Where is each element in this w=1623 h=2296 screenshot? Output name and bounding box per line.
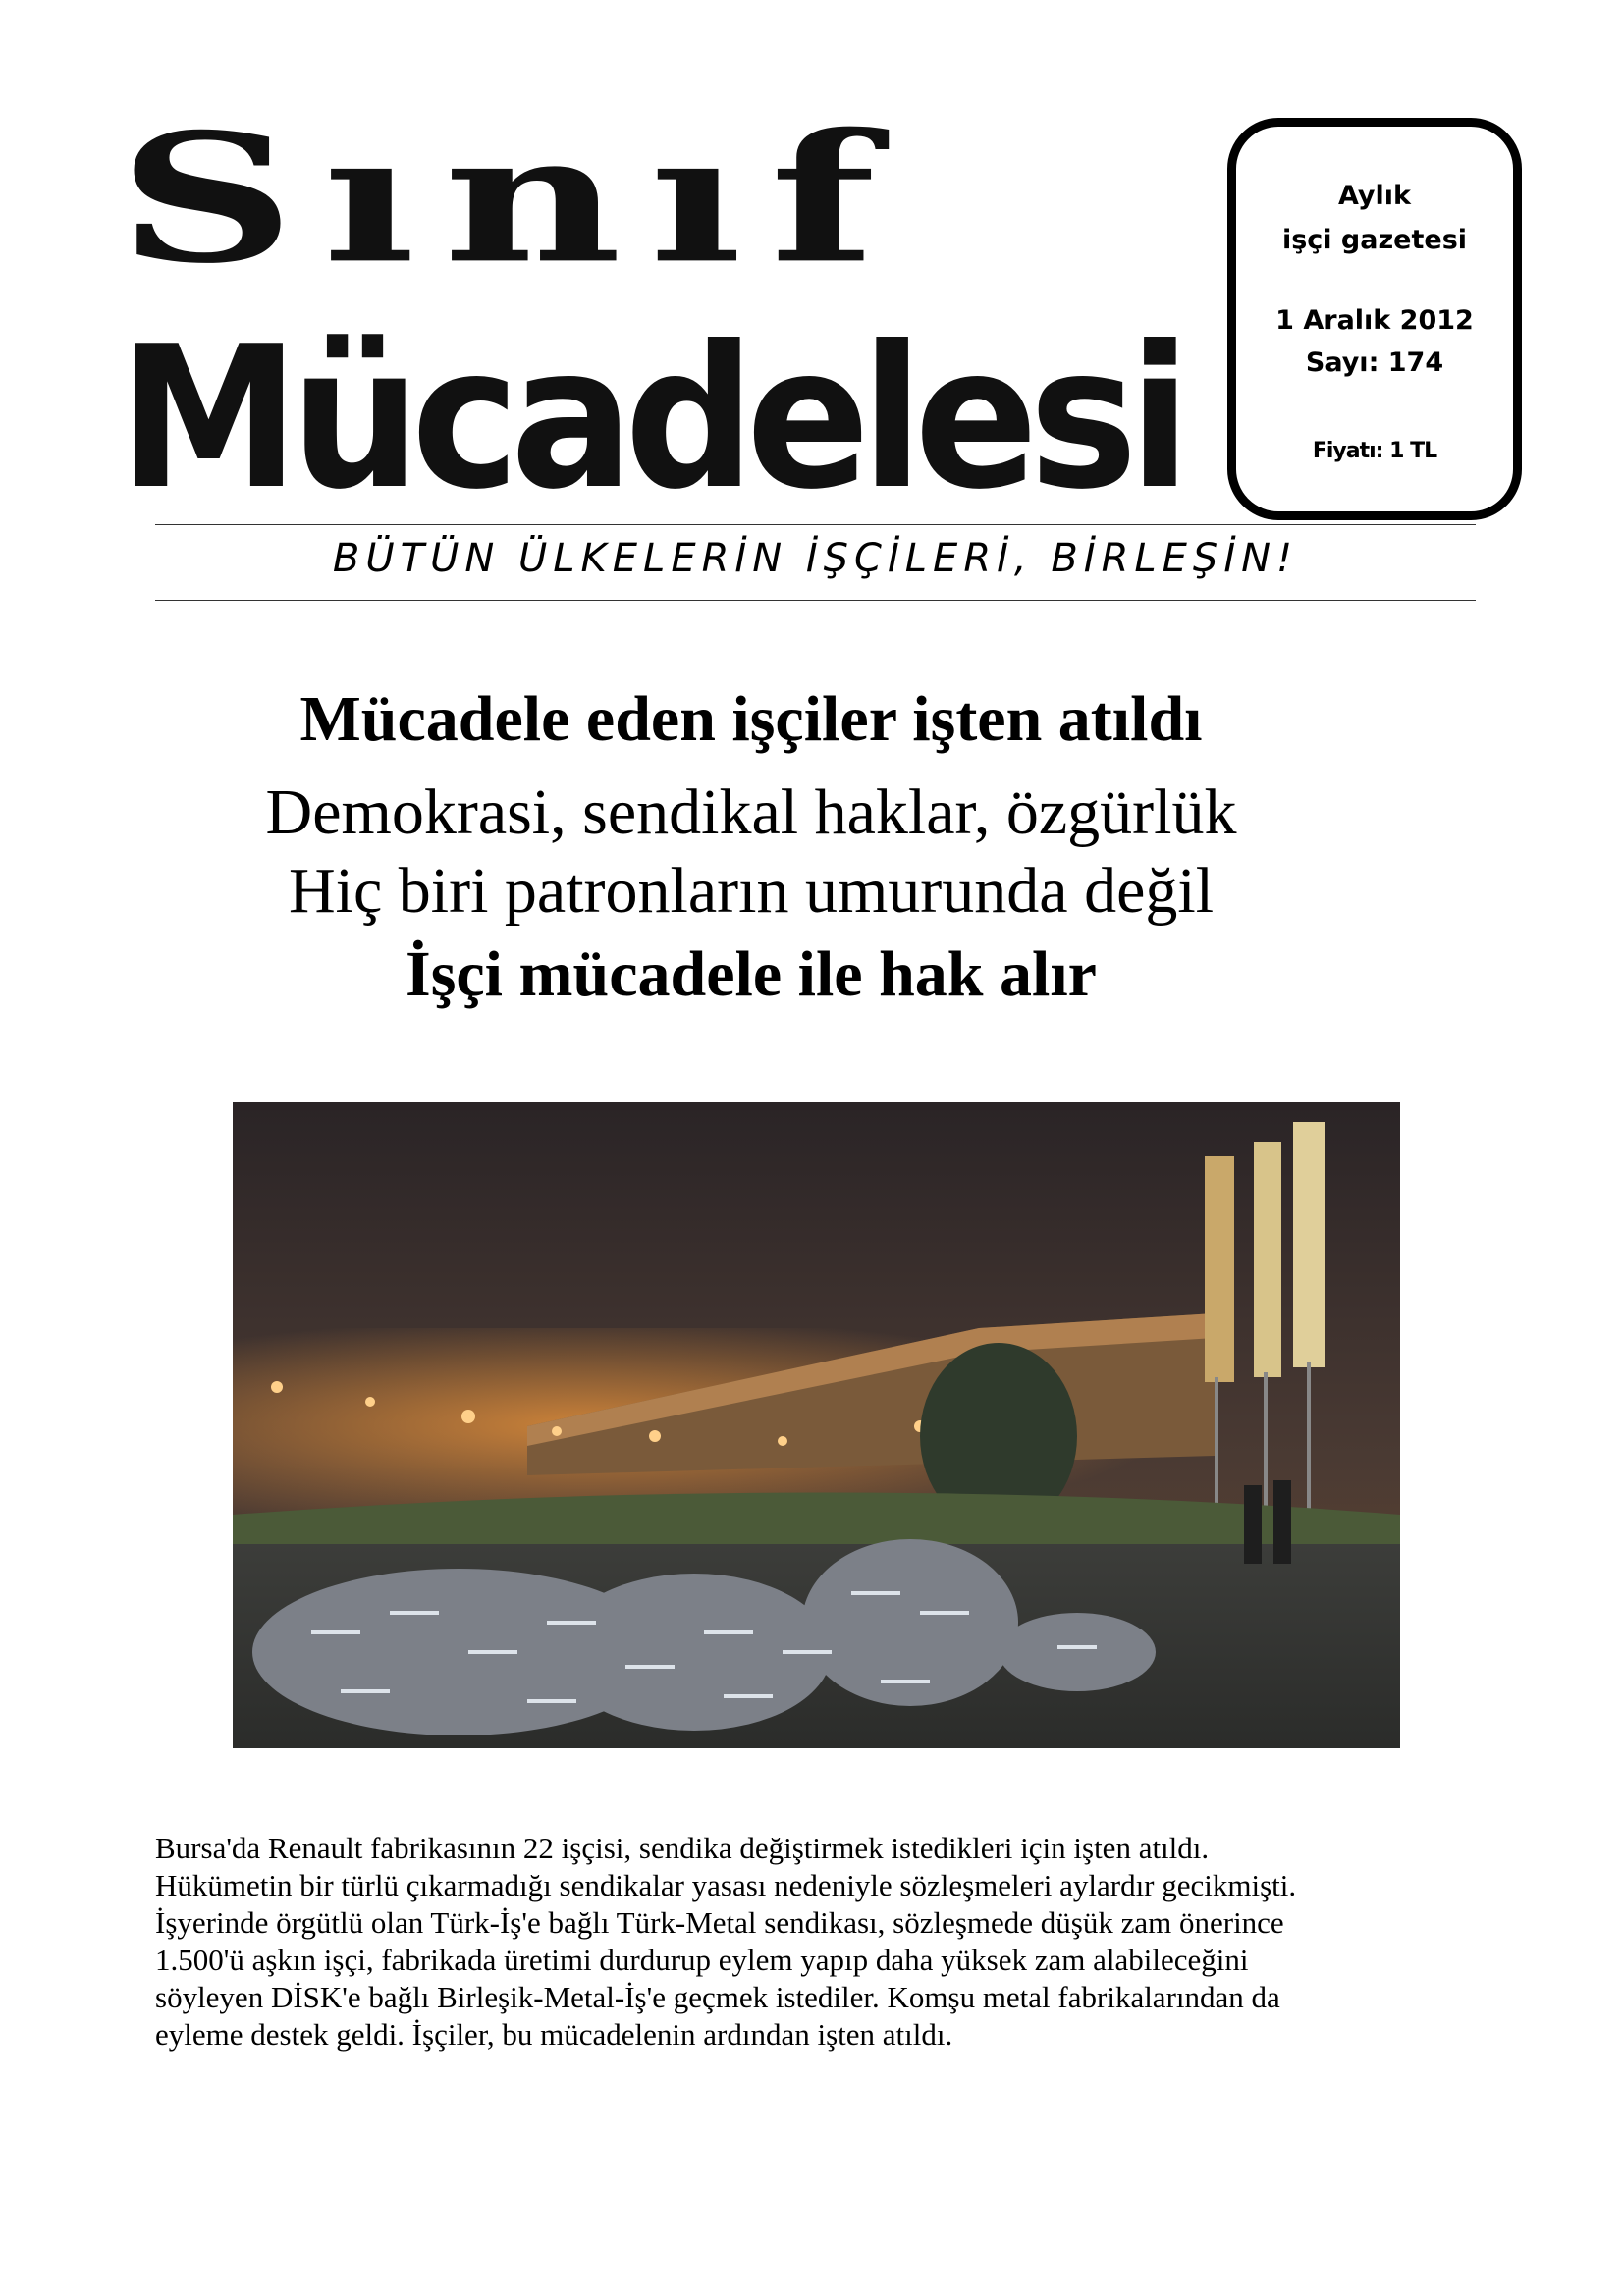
slogan-top-rule <box>155 524 1476 525</box>
headline-sub-2: Hiç biri patronların umurunda değil <box>288 855 1215 927</box>
masthead-title-line1: Sınıf <box>118 94 903 302</box>
article-line: eyleme destek geldi. İşçiler, bu mücadelenin ardından işten atıldı. <box>155 2017 953 2052</box>
article-line: söyleyen DİSK'e bağlı Birleşik-Metal-İş'e geçmek istediler. Komşu metal fabrikalarından da <box>155 1980 1280 2014</box>
headline-main: Mücadele eden işçiler işten atıldı <box>299 683 1203 755</box>
article-line: İşyerinde örgütlü olan Türk-İş'e bağlı Türk-Metal sendikası, sözleşmede düşük zam önerince <box>155 1905 1284 1940</box>
issue-number: Sayı: 174 <box>1305 347 1444 378</box>
masthead-title-line2: Mücadelesi <box>118 304 1182 533</box>
slogan-bottom-rule <box>155 600 1476 601</box>
article-line: Bursa'da Renault fabrikasının 22 işçisi, sendika değiştirmek istedikleri için işten atıldı. <box>155 1831 1210 1865</box>
article-line: 1.500'ü aşkın işçi, fabrikada üretimi durdurup eylem yapıp daha yüksek zam alabileceğini <box>155 1943 1249 1977</box>
headline-conclusion: İşçi mücadele ile hak alır <box>406 938 1097 1010</box>
slogan: BÜTÜN ÜLKELERİN İŞÇİLERİ, BİRLEŞİN! <box>332 536 1299 581</box>
issue-date: 1 Aralık 2012 <box>1275 305 1474 336</box>
issue-info-box <box>1227 118 1522 520</box>
publication-frequency: Aylık <box>1338 181 1411 211</box>
issue-price: Fiyatı: 1 TL <box>1312 439 1437 463</box>
article-line: Hükümetin bir türlü çıkarmadığı sendikalar yasası nedeniyle sözleşmeleri aylardır gecikmişti. <box>155 1868 1297 1902</box>
article-body <box>155 1830 1476 2054</box>
publication-type: işçi gazetesi <box>1281 225 1468 255</box>
protest-photo <box>233 1102 1400 1748</box>
headline-sub-1: Demokrasi, sendikal haklar, özgürlük <box>265 776 1237 848</box>
